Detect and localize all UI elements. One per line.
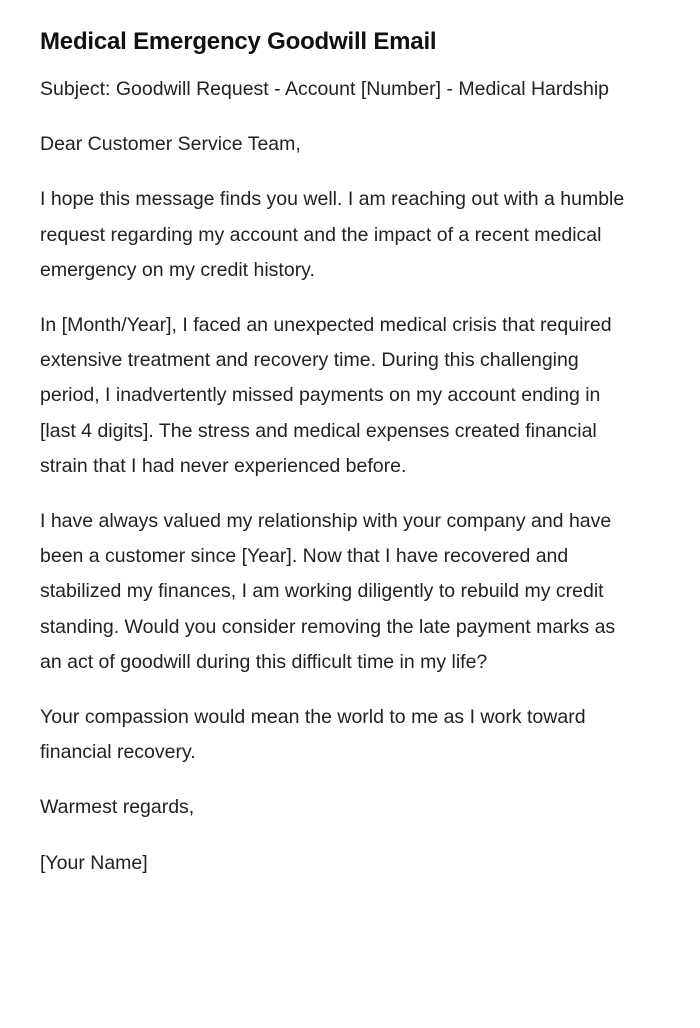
email-paragraph-request: I have always valued my relationship with your company and have been a customer since [Year]. Now that I have recovered and stabilized my finances, I am working diligently to rebuild my credit standing. Would you consider removing the late payment marks as an act of goodwill during this difficult time in my life? xyxy=(40,510,616,673)
email-template-document xyxy=(40,26,640,901)
email-paragraph-situation: In [Month/Year], I faced an unexpected medical crisis that required extensive treatment and recovery time. During this challenging period, I inadvertently missed payments on my account ending in [last 4 digits]. The stress and medical expenses created financial strain that I had never experienced before. xyxy=(40,314,612,477)
email-paragraph-intro: I hope this message finds you well. I am reaching out with a humble request regarding my account and the impact of a recent medical emergency on my credit history. xyxy=(40,188,625,281)
email-paragraph-closing-note: Your compassion would mean the world to me as I work toward financial recovery. xyxy=(40,706,586,764)
email-signature: [Your Name] xyxy=(40,851,148,874)
email-closing: Warmest regards, xyxy=(40,796,195,819)
document-title: Medical Emergency Goodwill Email xyxy=(40,28,437,55)
email-greeting: Dear Customer Service Team, xyxy=(40,133,301,156)
email-subject-line: Subject: Goodwill Request - Account [Number] - Medical Hardship xyxy=(40,78,610,100)
